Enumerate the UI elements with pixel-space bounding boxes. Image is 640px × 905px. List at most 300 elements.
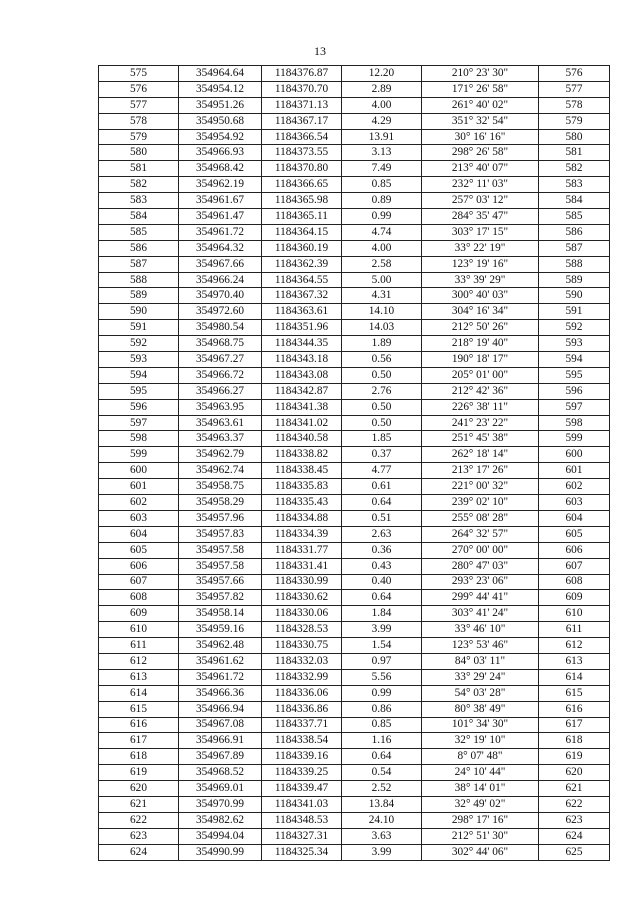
x-coordinate-cell: 354957.66	[179, 574, 262, 590]
point-to-cell: 586	[539, 224, 610, 240]
length-cell: 2.76	[342, 383, 422, 399]
table-row	[99, 828, 610, 844]
y-coordinate-cell: 1184370.70	[262, 81, 342, 97]
point-from-cell: 613	[99, 669, 179, 685]
table-row	[99, 161, 610, 177]
point-to-cell: 606	[539, 542, 610, 558]
point-from-cell: 595	[99, 383, 179, 399]
point-to-cell: 604	[539, 510, 610, 526]
table-row	[99, 733, 610, 749]
y-coordinate-cell: 1184342.87	[262, 383, 342, 399]
length-cell: 5.56	[342, 669, 422, 685]
length-cell: 2.89	[342, 81, 422, 97]
bearing-cell: 293° 23' 06"	[422, 574, 539, 590]
point-from-cell: 590	[99, 304, 179, 320]
x-coordinate-cell: 354963.61	[179, 415, 262, 431]
length-cell: 1.85	[342, 431, 422, 447]
bearing-cell: 251° 45' 38"	[422, 431, 539, 447]
x-coordinate-cell: 354963.37	[179, 431, 262, 447]
point-from-cell: 624	[99, 844, 179, 860]
point-from-cell: 615	[99, 701, 179, 717]
y-coordinate-cell: 1184371.13	[262, 97, 342, 113]
length-cell: 13.91	[342, 129, 422, 145]
table-row	[99, 66, 610, 82]
x-coordinate-cell: 354957.83	[179, 526, 262, 542]
point-from-cell: 587	[99, 256, 179, 272]
x-coordinate-cell: 354967.08	[179, 717, 262, 733]
table-row	[99, 574, 610, 590]
bearing-cell: 24° 10' 44"	[422, 765, 539, 781]
table-row	[99, 193, 610, 209]
point-to-cell: 615	[539, 685, 610, 701]
y-coordinate-cell: 1184334.88	[262, 510, 342, 526]
table-row	[99, 399, 610, 415]
bearing-cell: 213° 40' 07"	[422, 161, 539, 177]
point-from-cell: 607	[99, 574, 179, 590]
point-to-cell: 609	[539, 590, 610, 606]
y-coordinate-cell: 1184339.25	[262, 765, 342, 781]
table-row	[99, 129, 610, 145]
length-cell: 0.97	[342, 653, 422, 669]
table-row	[99, 749, 610, 765]
point-to-cell: 577	[539, 81, 610, 97]
x-coordinate-cell: 354990.99	[179, 844, 262, 860]
point-to-cell: 588	[539, 256, 610, 272]
x-coordinate-cell: 354966.94	[179, 701, 262, 717]
bearing-cell: 351° 32' 54"	[422, 113, 539, 129]
bearing-cell: 123° 53' 46"	[422, 638, 539, 654]
y-coordinate-cell: 1184364.55	[262, 272, 342, 288]
y-coordinate-cell: 1184363.61	[262, 304, 342, 320]
x-coordinate-cell: 354972.60	[179, 304, 262, 320]
y-coordinate-cell: 1184330.99	[262, 574, 342, 590]
x-coordinate-cell: 354961.72	[179, 224, 262, 240]
table-row	[99, 177, 610, 193]
y-coordinate-cell: 1184328.53	[262, 622, 342, 638]
x-coordinate-cell: 354968.52	[179, 765, 262, 781]
bearing-cell: 123° 19' 16"	[422, 256, 539, 272]
length-cell: 0.50	[342, 367, 422, 383]
table-row	[99, 304, 610, 320]
y-coordinate-cell: 1184335.83	[262, 479, 342, 495]
point-from-cell: 606	[99, 558, 179, 574]
point-from-cell: 598	[99, 431, 179, 447]
point-to-cell: 623	[539, 812, 610, 828]
y-coordinate-cell: 1184344.35	[262, 336, 342, 352]
length-cell: 13.84	[342, 796, 422, 812]
y-coordinate-cell: 1184330.75	[262, 638, 342, 654]
point-from-cell: 623	[99, 828, 179, 844]
bearing-cell: 241° 23' 22"	[422, 415, 539, 431]
point-to-cell: 616	[539, 701, 610, 717]
length-cell: 3.13	[342, 145, 422, 161]
y-coordinate-cell: 1184340.58	[262, 431, 342, 447]
point-to-cell: 622	[539, 796, 610, 812]
bearing-cell: 298° 17' 16"	[422, 812, 539, 828]
length-cell: 14.03	[342, 320, 422, 336]
point-to-cell: 578	[539, 97, 610, 113]
y-coordinate-cell: 1184362.39	[262, 256, 342, 272]
y-coordinate-cell: 1184335.43	[262, 495, 342, 511]
table-row	[99, 113, 610, 129]
bearing-cell: 30° 16' 16"	[422, 129, 539, 145]
point-to-cell: 576	[539, 66, 610, 82]
x-coordinate-cell: 354994.04	[179, 828, 262, 844]
table-row	[99, 81, 610, 97]
y-coordinate-cell: 1184365.11	[262, 209, 342, 225]
table-row	[99, 336, 610, 352]
point-from-cell: 605	[99, 542, 179, 558]
length-cell: 0.50	[342, 415, 422, 431]
table-body	[99, 66, 610, 861]
x-coordinate-cell: 354954.92	[179, 129, 262, 145]
point-to-cell: 587	[539, 240, 610, 256]
y-coordinate-cell: 1184334.39	[262, 526, 342, 542]
x-coordinate-cell: 354962.48	[179, 638, 262, 654]
table-row	[99, 781, 610, 797]
y-coordinate-cell: 1184364.15	[262, 224, 342, 240]
x-coordinate-cell: 354964.64	[179, 66, 262, 82]
y-coordinate-cell: 1184341.38	[262, 399, 342, 415]
x-coordinate-cell: 354964.32	[179, 240, 262, 256]
bearing-cell: 210° 23' 30"	[422, 66, 539, 82]
point-to-cell: 593	[539, 336, 610, 352]
point-from-cell: 589	[99, 288, 179, 304]
point-from-cell: 583	[99, 193, 179, 209]
length-cell: 4.31	[342, 288, 422, 304]
bearing-cell: 33° 46' 10"	[422, 622, 539, 638]
table-row	[99, 685, 610, 701]
bearing-cell: 300° 40' 03"	[422, 288, 539, 304]
y-coordinate-cell: 1184351.96	[262, 320, 342, 336]
point-to-cell: 618	[539, 733, 610, 749]
length-cell: 3.99	[342, 844, 422, 860]
bearing-cell: 303° 17' 15"	[422, 224, 539, 240]
y-coordinate-cell: 1184370.80	[262, 161, 342, 177]
bearing-cell: 221° 00' 32"	[422, 479, 539, 495]
y-coordinate-cell: 1184336.86	[262, 701, 342, 717]
x-coordinate-cell: 354959.16	[179, 622, 262, 638]
point-to-cell: 591	[539, 304, 610, 320]
x-coordinate-cell: 354961.67	[179, 193, 262, 209]
point-from-cell: 582	[99, 177, 179, 193]
table-row	[99, 701, 610, 717]
point-from-cell: 585	[99, 224, 179, 240]
y-coordinate-cell: 1184332.03	[262, 653, 342, 669]
point-to-cell: 612	[539, 638, 610, 654]
x-coordinate-cell: 354961.72	[179, 669, 262, 685]
y-coordinate-cell: 1184330.06	[262, 606, 342, 622]
x-coordinate-cell: 354966.36	[179, 685, 262, 701]
table-row	[99, 209, 610, 225]
bearing-cell: 33° 22' 19"	[422, 240, 539, 256]
y-coordinate-cell: 1184338.82	[262, 447, 342, 463]
bearing-cell: 213° 17' 26"	[422, 463, 539, 479]
table-row	[99, 590, 610, 606]
point-to-cell: 584	[539, 193, 610, 209]
bearing-cell: 226° 38' 11"	[422, 399, 539, 415]
point-from-cell: 591	[99, 320, 179, 336]
length-cell: 0.85	[342, 717, 422, 733]
length-cell: 0.99	[342, 685, 422, 701]
bearing-cell: 218° 19' 40"	[422, 336, 539, 352]
table-row	[99, 495, 610, 511]
bearing-cell: 101° 34' 30"	[422, 717, 539, 733]
point-to-cell: 596	[539, 383, 610, 399]
y-coordinate-cell: 1184338.54	[262, 733, 342, 749]
point-from-cell: 617	[99, 733, 179, 749]
bearing-cell: 32° 49' 02"	[422, 796, 539, 812]
point-from-cell: 576	[99, 81, 179, 97]
bearing-cell: 212° 42' 36"	[422, 383, 539, 399]
y-coordinate-cell: 1184331.77	[262, 542, 342, 558]
bearing-cell: 257° 03' 12"	[422, 193, 539, 209]
bearing-cell: 190° 18' 17"	[422, 352, 539, 368]
point-to-cell: 598	[539, 415, 610, 431]
point-from-cell: 580	[99, 145, 179, 161]
length-cell: 14.10	[342, 304, 422, 320]
y-coordinate-cell: 1184325.34	[262, 844, 342, 860]
length-cell: 0.64	[342, 590, 422, 606]
point-to-cell: 624	[539, 828, 610, 844]
length-cell: 4.77	[342, 463, 422, 479]
point-from-cell: 610	[99, 622, 179, 638]
length-cell: 4.29	[342, 113, 422, 129]
y-coordinate-cell: 1184376.87	[262, 66, 342, 82]
point-from-cell: 600	[99, 463, 179, 479]
bearing-cell: 299° 44' 41"	[422, 590, 539, 606]
table-row	[99, 320, 610, 336]
length-cell: 3.99	[342, 622, 422, 638]
point-from-cell: 596	[99, 399, 179, 415]
length-cell: 0.51	[342, 510, 422, 526]
point-to-cell: 590	[539, 288, 610, 304]
y-coordinate-cell: 1184348.53	[262, 812, 342, 828]
point-to-cell: 595	[539, 367, 610, 383]
x-coordinate-cell: 354966.27	[179, 383, 262, 399]
x-coordinate-cell: 354966.91	[179, 733, 262, 749]
bearing-cell: 280° 47' 03"	[422, 558, 539, 574]
x-coordinate-cell: 354963.95	[179, 399, 262, 415]
x-coordinate-cell: 354961.47	[179, 209, 262, 225]
point-from-cell: 603	[99, 510, 179, 526]
table-row	[99, 812, 610, 828]
point-from-cell: 592	[99, 336, 179, 352]
point-from-cell: 609	[99, 606, 179, 622]
point-to-cell: 621	[539, 781, 610, 797]
x-coordinate-cell: 354957.58	[179, 542, 262, 558]
x-coordinate-cell: 354950.68	[179, 113, 262, 129]
point-to-cell: 585	[539, 209, 610, 225]
length-cell: 7.49	[342, 161, 422, 177]
point-from-cell: 611	[99, 638, 179, 654]
length-cell: 2.52	[342, 781, 422, 797]
length-cell: 0.64	[342, 495, 422, 511]
length-cell: 0.37	[342, 447, 422, 463]
bearing-cell: 255° 08' 28"	[422, 510, 539, 526]
bearing-cell: 264° 32' 57"	[422, 526, 539, 542]
table-row	[99, 383, 610, 399]
point-from-cell: 597	[99, 415, 179, 431]
point-to-cell: 619	[539, 749, 610, 765]
point-to-cell: 620	[539, 765, 610, 781]
point-from-cell: 604	[99, 526, 179, 542]
table-row	[99, 510, 610, 526]
length-cell: 0.61	[342, 479, 422, 495]
y-coordinate-cell: 1184367.32	[262, 288, 342, 304]
length-cell: 0.99	[342, 209, 422, 225]
x-coordinate-cell: 354967.89	[179, 749, 262, 765]
point-from-cell: 593	[99, 352, 179, 368]
boundary-points-table	[98, 65, 610, 861]
y-coordinate-cell: 1184366.65	[262, 177, 342, 193]
y-coordinate-cell: 1184341.02	[262, 415, 342, 431]
bearing-cell: 232° 11' 03"	[422, 177, 539, 193]
table-row	[99, 431, 610, 447]
point-from-cell: 620	[99, 781, 179, 797]
point-from-cell: 575	[99, 66, 179, 82]
bearing-cell: 298° 26' 58"	[422, 145, 539, 161]
bearing-cell: 54° 03' 28"	[422, 685, 539, 701]
x-coordinate-cell: 354954.12	[179, 81, 262, 97]
point-to-cell: 617	[539, 717, 610, 733]
bearing-cell: 84° 03' 11"	[422, 653, 539, 669]
x-coordinate-cell: 354966.93	[179, 145, 262, 161]
length-cell: 0.40	[342, 574, 422, 590]
table-row	[99, 240, 610, 256]
table-row	[99, 796, 610, 812]
point-from-cell: 594	[99, 367, 179, 383]
point-to-cell: 608	[539, 574, 610, 590]
y-coordinate-cell: 1184336.06	[262, 685, 342, 701]
length-cell: 24.10	[342, 812, 422, 828]
table-row	[99, 415, 610, 431]
bearing-cell: 262° 18' 14"	[422, 447, 539, 463]
point-from-cell: 584	[99, 209, 179, 225]
length-cell: 4.00	[342, 97, 422, 113]
x-coordinate-cell: 354982.62	[179, 812, 262, 828]
length-cell: 0.89	[342, 193, 422, 209]
length-cell: 0.36	[342, 542, 422, 558]
table-row	[99, 558, 610, 574]
bearing-cell: 33° 29' 24"	[422, 669, 539, 685]
page-number: 13	[314, 44, 326, 58]
bearing-cell: 171° 26' 58"	[422, 81, 539, 97]
bearing-cell: 212° 50' 26"	[422, 320, 539, 336]
x-coordinate-cell: 354970.99	[179, 796, 262, 812]
bearing-cell: 284° 35' 47"	[422, 209, 539, 225]
x-coordinate-cell: 354969.01	[179, 781, 262, 797]
y-coordinate-cell: 1184339.16	[262, 749, 342, 765]
point-to-cell: 580	[539, 129, 610, 145]
point-from-cell: 578	[99, 113, 179, 129]
length-cell: 0.54	[342, 765, 422, 781]
point-to-cell: 594	[539, 352, 610, 368]
x-coordinate-cell: 354957.82	[179, 590, 262, 606]
point-to-cell: 579	[539, 113, 610, 129]
length-cell: 4.74	[342, 224, 422, 240]
bearing-cell: 38° 14' 01"	[422, 781, 539, 797]
table-row	[99, 447, 610, 463]
y-coordinate-cell: 1184366.54	[262, 129, 342, 145]
bearing-cell: 303° 41' 24"	[422, 606, 539, 622]
length-cell: 4.00	[342, 240, 422, 256]
point-to-cell: 602	[539, 479, 610, 495]
x-coordinate-cell: 354980.54	[179, 320, 262, 336]
y-coordinate-cell: 1184330.62	[262, 590, 342, 606]
table-row	[99, 479, 610, 495]
table-row	[99, 288, 610, 304]
y-coordinate-cell: 1184331.41	[262, 558, 342, 574]
y-coordinate-cell: 1184332.99	[262, 669, 342, 685]
point-to-cell: 597	[539, 399, 610, 415]
point-from-cell: 577	[99, 97, 179, 113]
x-coordinate-cell: 354958.29	[179, 495, 262, 511]
y-coordinate-cell: 1184343.08	[262, 367, 342, 383]
x-coordinate-cell: 354966.24	[179, 272, 262, 288]
table-row	[99, 669, 610, 685]
table-row	[99, 653, 610, 669]
point-from-cell: 616	[99, 717, 179, 733]
x-coordinate-cell: 354961.62	[179, 653, 262, 669]
bearing-cell: 212° 51' 30"	[422, 828, 539, 844]
length-cell: 1.84	[342, 606, 422, 622]
x-coordinate-cell: 354970.40	[179, 288, 262, 304]
point-from-cell: 619	[99, 765, 179, 781]
length-cell: 0.43	[342, 558, 422, 574]
y-coordinate-cell: 1184367.17	[262, 113, 342, 129]
x-coordinate-cell: 354967.66	[179, 256, 262, 272]
table-row	[99, 844, 610, 860]
table-row	[99, 542, 610, 558]
y-coordinate-cell: 1184365.98	[262, 193, 342, 209]
table-row	[99, 224, 610, 240]
x-coordinate-cell: 354962.19	[179, 177, 262, 193]
x-coordinate-cell: 354958.75	[179, 479, 262, 495]
x-coordinate-cell: 354967.27	[179, 352, 262, 368]
point-from-cell: 588	[99, 272, 179, 288]
length-cell: 0.85	[342, 177, 422, 193]
table-row	[99, 526, 610, 542]
table-row	[99, 256, 610, 272]
point-from-cell: 612	[99, 653, 179, 669]
x-coordinate-cell: 354957.96	[179, 510, 262, 526]
point-from-cell: 581	[99, 161, 179, 177]
point-from-cell: 621	[99, 796, 179, 812]
point-to-cell: 610	[539, 606, 610, 622]
bearing-cell: 33° 39' 29"	[422, 272, 539, 288]
x-coordinate-cell: 354966.72	[179, 367, 262, 383]
x-coordinate-cell: 354958.14	[179, 606, 262, 622]
length-cell: 5.00	[342, 272, 422, 288]
point-to-cell: 601	[539, 463, 610, 479]
point-to-cell: 583	[539, 177, 610, 193]
length-cell: 3.63	[342, 828, 422, 844]
y-coordinate-cell: 1184338.45	[262, 463, 342, 479]
x-coordinate-cell: 354957.58	[179, 558, 262, 574]
table-row	[99, 606, 610, 622]
table-row	[99, 463, 610, 479]
bearing-cell: 304° 16' 34"	[422, 304, 539, 320]
point-from-cell: 601	[99, 479, 179, 495]
point-from-cell: 622	[99, 812, 179, 828]
point-from-cell: 614	[99, 685, 179, 701]
point-to-cell: 607	[539, 558, 610, 574]
point-to-cell: 592	[539, 320, 610, 336]
table-row	[99, 717, 610, 733]
bearing-cell: 239° 02' 10"	[422, 495, 539, 511]
point-from-cell: 579	[99, 129, 179, 145]
